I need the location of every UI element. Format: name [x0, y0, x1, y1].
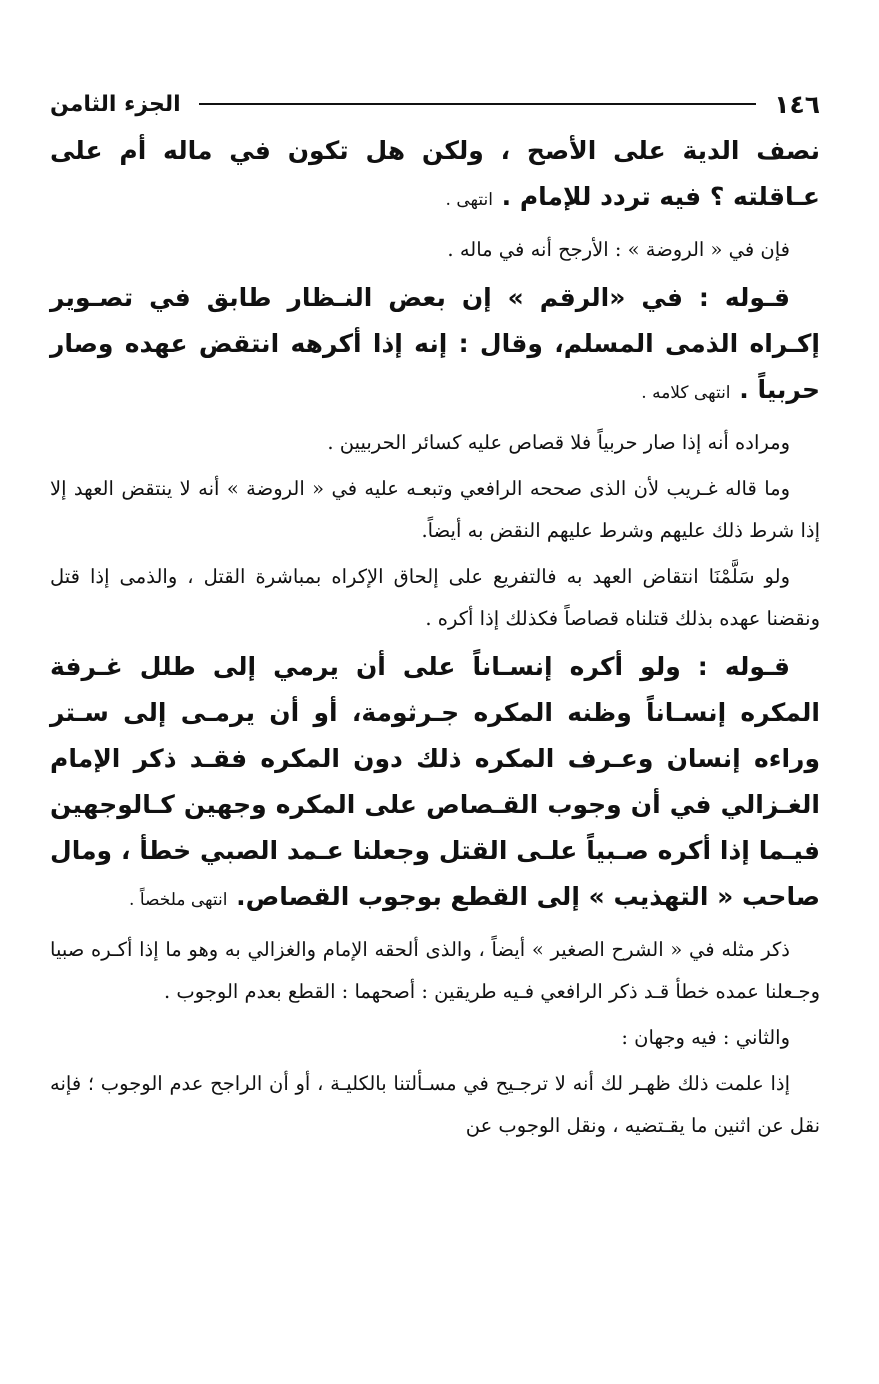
page-number: ١٤٦ — [774, 89, 820, 119]
paragraph-1 — [50, 128, 820, 223]
paragraph-3-trail: انتهى كلامه . — [641, 383, 731, 403]
paragraph-3 — [50, 275, 820, 416]
paragraph-7 — [50, 644, 820, 923]
paragraph-4: ومراده أنه إذا صار حربياً فلا قصاص عليه كسائر الحربيين . — [327, 431, 790, 454]
paragraph-1-trail: انتهى . — [445, 190, 493, 210]
paragraph-8: ذكر مثله في « الشرح الصغير » أيضاً ، والذى ألحقه الإمام والغزالي به وهو ما إذا أكـره صبيا وجـعلنا عمده خطأ قـد ذكر الرافعي فـيه طريقين : أصحهما : القطع بعدم الوجوب . — [50, 938, 820, 1003]
paragraph-6: ولو سَلَّمْنَا انتقاض العهد به فالتفريع على إلحاق الإكراه بمباشرة القتل ، والذمى إذا قتل ونقضنا عهده بذلك قتلناه قصاصاً فكذلك إذا أكره . — [50, 565, 820, 630]
header-rule — [199, 103, 757, 105]
paragraph-5: وما قاله غـريب لأن الذى صححه الرافعي وتبعـه عليه في « الروضة » أنه لا ينتقض العهد إلا إذا شرط ذلك عليهم وشرط عليهم النقض به أيضاً. — [50, 477, 820, 542]
paragraph-2: فإن في « الروضة » : الأرجح أنه في ماله . — [447, 238, 790, 261]
paragraph-1-text: نصف الدية على الأصح ، ولكن هل تكون في ماله أم على عـاقلته ؟ فيه تردد للإمام . — [50, 136, 820, 211]
paragraph-3-text: قـوله : في «الرقم » إن بعض النـظار طابق في تصـوير إكـراه الذمى المسلم، وقال : إنه إذا أكرهه انتقض عهده وصار حربياً . — [50, 283, 820, 404]
running-head: الجزء الثامن — [50, 91, 181, 117]
paragraph-7-trail: انتهى ملخصاً . — [129, 890, 228, 910]
paragraph-9: والثاني : فيه وجهان : — [621, 1026, 790, 1049]
page-header — [50, 82, 820, 126]
paragraph-7-text: قـوله : ولو أكره إنسـاناً على أن يرمي إلى طلل غـرفة المكره إنسـاناً وظنه المكره جـرثومة، أو أن يرمـى إلى سـتر وراءه إنسان وعـرف المكره ذلك دون المكره فقـد ذكر الإمام الغـزالي في أن وجوب القـصاص على المكره وجهين كـالوجهين فيـما إذا أكره صـبياً علـى القتل وجعلنا عـمد الصبي خطأ ، ومال صاحب « التهذيب » إلى القطع بوجوب القصاص. — [50, 652, 820, 911]
paragraph-10: إذا علمت ذلك ظهـر لك أنه لا ترجـيح في مسـألتنا بالكليـة ، أو أن الراجح عدم الوجوب ؛ فإنه نقل عن اثنين ما يقـتضيه ، ونقل الوجوب عن — [50, 1072, 820, 1137]
book-page — [50, 82, 820, 1147]
